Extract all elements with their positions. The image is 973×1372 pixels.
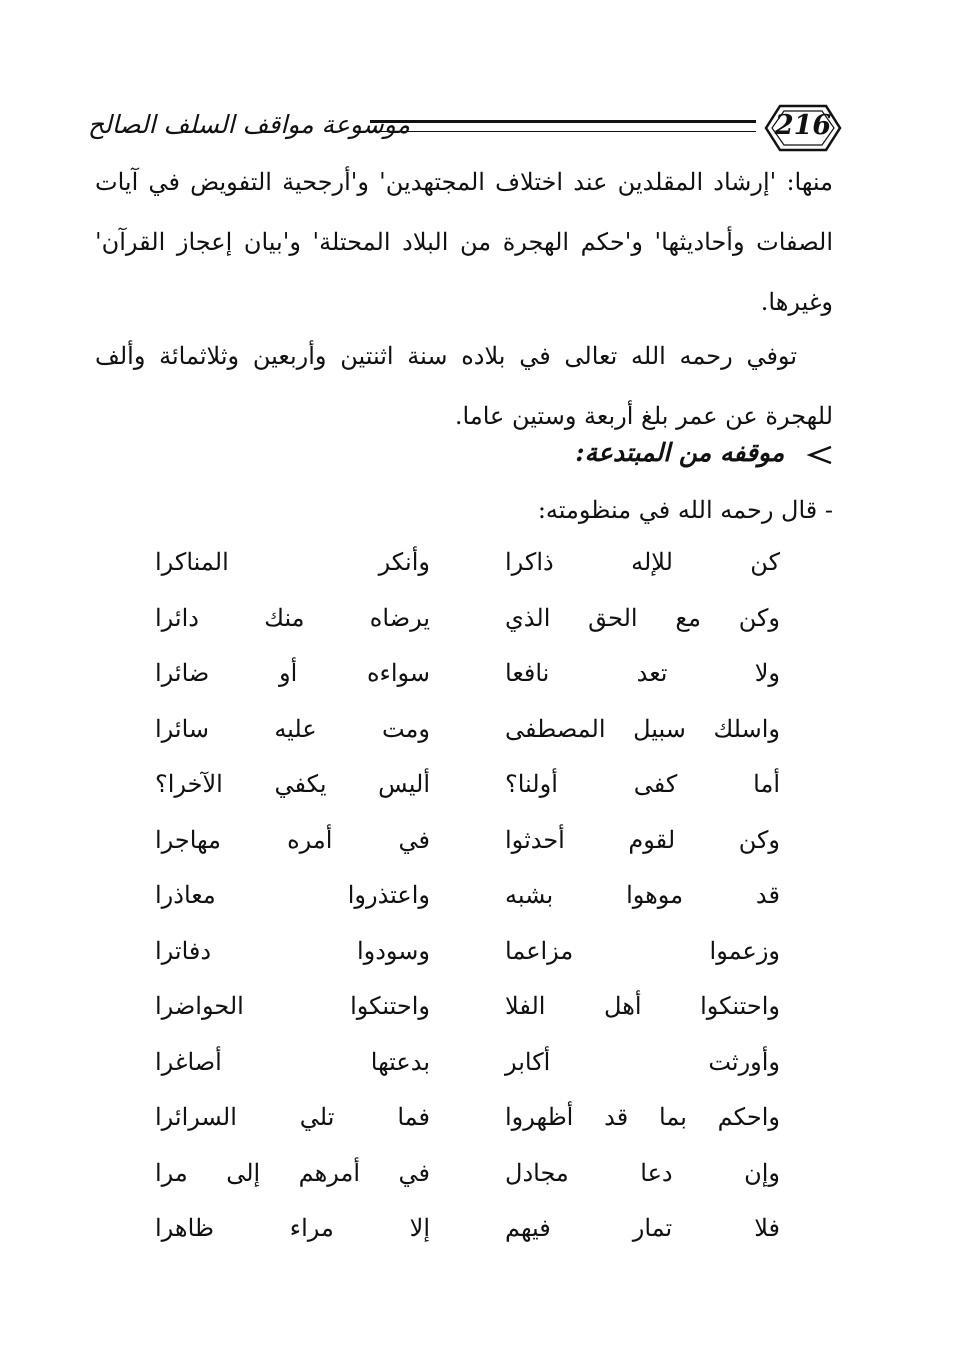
page-header [88, 98, 848, 158]
poem [150, 548, 780, 1270]
verse-first-hemistich: واحكم بما قد أظهروا [505, 1103, 780, 1131]
verse-first-hemistich: فلا تمار فيهم [505, 1214, 780, 1242]
death-text [95, 326, 833, 446]
verse-second-hemistich: في أمرهم إلى مرا [155, 1158, 430, 1187]
section-heading-block [433, 438, 833, 488]
verse-second-hemistich: واحتنكوا الحواضرا [155, 992, 430, 1020]
verse-first-hemistich: قد موهوا بشبه [505, 881, 780, 909]
verse-first-hemistich: ولا تعد نافعا [505, 659, 780, 687]
poem-verse [150, 937, 780, 993]
page-number-badge [758, 98, 848, 158]
verse-second-hemistich: سواءه أو ضائرا [155, 659, 430, 687]
biography-text [95, 152, 833, 332]
poem-verse [150, 992, 780, 1048]
verse-first-hemistich: وكن لقوم أحدثوا [505, 825, 780, 854]
poem-verse [150, 659, 780, 715]
poem-verse [150, 881, 780, 937]
verse-first-hemistich: وكن مع الحق الذي [505, 603, 780, 632]
header-rule [370, 120, 756, 132]
verse-second-hemistich: واعتذروا معاذرا [155, 881, 430, 909]
poem-verse [150, 604, 780, 660]
poem-verse [150, 770, 780, 826]
poem-verse [150, 826, 780, 882]
verse-first-hemistich: واحتنكوا أهل الفلا [505, 992, 780, 1020]
paragraph-works-line-1: منها: 'إرشاد المقلدين عند اختلاف المجتهدين' و'أرجحية التفويض في آيات [95, 168, 833, 196]
verse-first-hemistich: كن للإله ذاكرا [505, 548, 780, 576]
verse-second-hemistich: أليس يكفي الآخرا؟ [155, 770, 430, 798]
paragraph-death: توفي رحمه الله تعالى في بلاده سنة اثنتين وأربعين وثلاثمائة وألف للهجرة عن عمر بلغ أربعة وستين عاما. [95, 342, 833, 430]
section-heading: موقفه من المبتدعة: [575, 438, 785, 467]
poem-verse [150, 1103, 780, 1159]
page-number: 216 [774, 110, 832, 141]
paragraph-works-line-2: الصفات وأحاديثها' و'حكم الهجرة من البلاد المحتلة' و'بيان إعجاز القرآن' [95, 228, 833, 256]
verse-second-hemistich: بدعتها أصاغرا [155, 1047, 430, 1076]
verse-first-hemistich: وأورثت أكابر [505, 1047, 780, 1076]
verse-second-hemistich: في أمره مهاجرا [155, 825, 430, 854]
paragraph-works-line-3: وغيرها. [760, 288, 833, 316]
verse-first-hemistich: أما كفى أولنا؟ [505, 770, 780, 798]
verse-second-hemistich: إلا مراء ظاهرا [155, 1214, 430, 1242]
poem-verse [150, 1214, 780, 1270]
poem-verse [150, 1048, 780, 1104]
poem-verse [150, 1159, 780, 1215]
verse-second-hemistich: ومت عليه سائرا [155, 714, 430, 743]
poem-verse [150, 715, 780, 771]
verse-second-hemistich: يرضاه منك دائرا [155, 603, 430, 632]
verse-first-hemistich: واسلك سبيل المصطفى [505, 714, 780, 743]
arrow-bullet-icon [807, 445, 833, 465]
verse-first-hemistich: وإن دعا مجادل [505, 1158, 780, 1187]
poem-intro: - قال رحمه الله في منظومته: [537, 496, 833, 524]
verse-second-hemistich: وأنكر المناكرا [155, 548, 430, 576]
verse-second-hemistich: وسودوا دفاترا [155, 936, 430, 965]
verse-first-hemistich: وزعموا مزاعما [505, 936, 780, 965]
book-title: موسوعة مواقف السلف الصالح [88, 110, 411, 139]
poem-verse [150, 548, 780, 604]
verse-second-hemistich: فما تلي السرائرا [155, 1103, 430, 1131]
